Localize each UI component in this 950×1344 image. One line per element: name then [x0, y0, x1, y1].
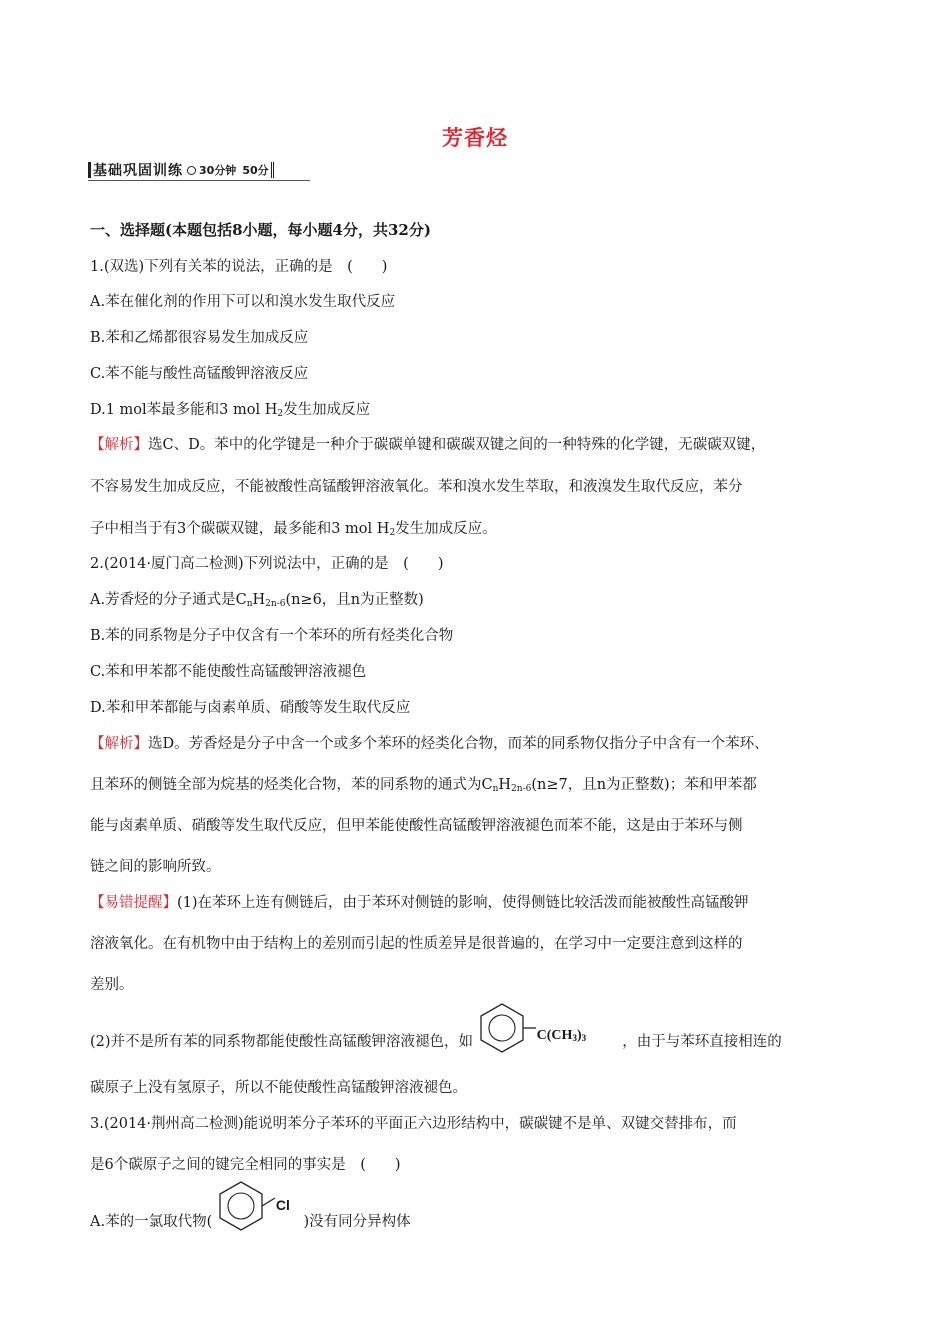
q2-stem: 2.(2014·厦门高二检测)下列说法中，正确的是 ( )	[90, 556, 444, 572]
q3-option-a: A.苯的一氯取代物( Cl )没有同分异构体	[90, 1212, 411, 1232]
q2-analysis-line4: 链之间的影响所致。	[90, 859, 221, 875]
section-heading: 一、选择题(本题包括8小题，每小题4分，共32分)	[90, 221, 431, 239]
banner-label: 基础巩固训练	[93, 163, 183, 179]
q2-option-c: C.苯和甲苯都不能使酸性高锰酸钾溶液褪色	[90, 664, 367, 680]
q2-option-a: A.芳香烃的分子通式是$C_nH_{2n-6}(n\ge 6$，且n为正整数)	[90, 592, 424, 609]
q2-tip2-line2: 碳原子上没有氢原子，所以不能使酸性高锰酸钾溶液褪色。	[90, 1080, 467, 1096]
q1-option-a: A.苯在催化剂的作用下可以和溴水发生取代反应	[90, 294, 396, 310]
page-title: 芳香烃	[442, 125, 508, 150]
tip-tag: 【易错提醒】	[90, 895, 177, 911]
banner-time: 30分钟	[199, 164, 237, 177]
section-banner	[88, 160, 275, 180]
q3-stem-line2: 是6个碳原子之间的键完全相同的事实是 ( )	[90, 1157, 401, 1173]
q1-analysis-line2: 不容易发生加成反应，不能被酸性高锰酸钾溶液氧化。苯和溴水发生萃取，和液溴发生取代反应，苯分	[90, 479, 743, 495]
q2-analysis-line1: 【解析】选D。芳香烃是分子中含一个或多个苯环的烃类化合物，而苯的同系物仅指分子中含有一个苯环、	[90, 736, 769, 752]
analysis-tag: 【解析】	[90, 437, 148, 453]
q3-stem-line1: 3.(2014·荆州高二检测)能说明苯分子苯环的平面正六边形结构中，碳碳键不是单、双键交替排布，而	[90, 1116, 737, 1132]
chlorobenzene-structure: Cl	[217, 1212, 299, 1232]
q2-tip2-line1: (2)并不是所有苯的同系物都能使酸性高锰酸钾溶液褪色，如 $C(CH_3)_3$ ，由于与苯环直接相连的	[90, 1032, 782, 1052]
banner-left-bar	[88, 162, 91, 178]
banner-right-bar	[271, 162, 272, 178]
q2-tip-line2: 溶液氧化。在有机物中由于结构上的差别而引起的性质差异是很普遍的，在学习中一定要注意到这样的	[90, 936, 743, 952]
q2-option-b: B.苯的同系物是分子中仅含有一个苯环的所有烃类化合物	[90, 628, 454, 644]
q1-option-c: C.苯不能与酸性高锰酸钾溶液反应	[90, 366, 309, 382]
q2-tip-line3: 差别。	[90, 977, 134, 993]
q1-stem: 1.(双选)下列有关苯的说法，正确的是 ( )	[90, 259, 388, 275]
q2-tip-line1: 【易错提醒】(1)在苯环上连有侧链后，由于苯环对侧链的影响，使得侧链比较活泼而能被酸性高锰酸钾	[90, 895, 749, 911]
q1-option-d: D.1 mol苯最多能和3 mol $H_2$发生加成反应	[90, 402, 371, 419]
q2-option-d: D.苯和甲苯都能与卤素单质、硝酸等发生取代反应	[90, 700, 411, 716]
q2-analysis-line2: 且苯环的侧链全部为烷基的烃类化合物，苯的同系物的通式为$C_nH_{2n-6}(n\ge 7$，且n为正整数)；苯和甲苯都	[90, 777, 757, 794]
banner-score: 50分	[242, 164, 269, 177]
banner-right-bar-2	[273, 162, 274, 178]
analysis-tag: 【解析】	[90, 736, 148, 752]
clock-icon	[187, 166, 196, 175]
tert-butylbenzene-structure: $C(CH_3)_3$	[478, 1032, 618, 1052]
q1-analysis-line3: 子中相当于有3个碳碳双键，最多能和3 mol $H_2$发生加成反应。	[90, 521, 497, 538]
banner-underline	[88, 180, 310, 181]
q1-analysis-line1: 【解析】选C、D。苯中的化学键是一种介于碳碳单键和碳碳双键之间的一种特殊的化学键，无碳碳双键，	[90, 437, 766, 453]
q2-analysis-line3: 能与卤素单质、硝酸等发生取代反应，但甲苯能使酸性高锰酸钾溶液褪色而苯不能，这是由于苯环与侧	[90, 818, 743, 834]
q1-option-b: B.苯和乙烯都很容易发生加成反应	[90, 330, 309, 346]
